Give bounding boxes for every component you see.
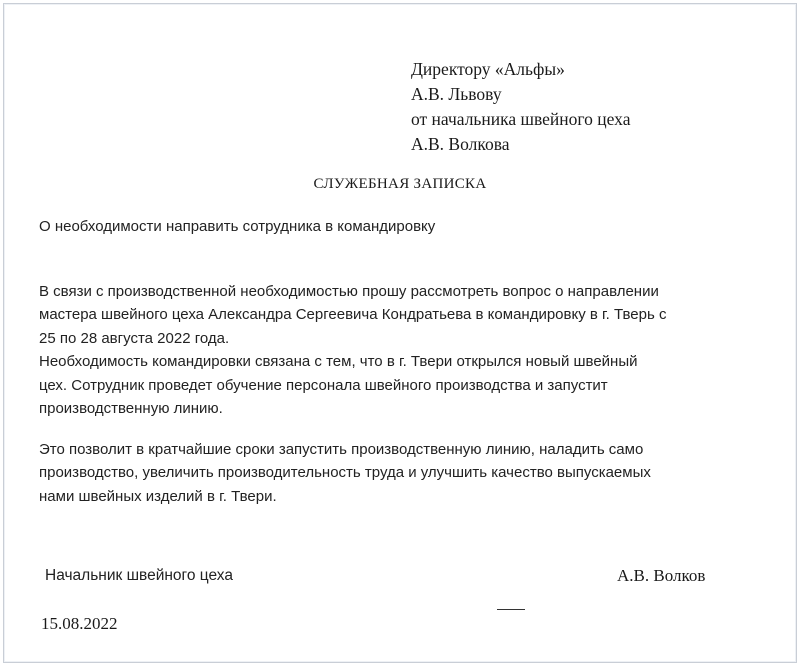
body-paragraph-2	[39, 438, 764, 508]
body-paragraph-1	[39, 280, 764, 420]
signatory-position: Начальник швейного цеха	[45, 567, 233, 584]
signature-line	[497, 609, 525, 610]
memo-date: 15.08.2022	[41, 614, 118, 633]
addressee-line: А.В. Волкова	[411, 134, 510, 154]
body-line: 25 по 28 августа 2022 года.	[39, 329, 230, 347]
addressee-block	[411, 57, 630, 157]
body-line: Необходимость командировки связана с тем, что в г. Твери открылся новый швейный	[39, 353, 638, 371]
body-line: нами швейных изделий в г. Твери.	[39, 487, 277, 505]
body-line: цех. Сотрудник проведет обучение персонала швейного производства и запустит	[39, 376, 608, 394]
body-line: производство, увеличить производительность труда и улучшить качество выпускаемых	[39, 464, 651, 482]
body-line: мастера швейного цеха Александра Сергеевича Кондратьева в командировку в г. Тверь с	[39, 306, 667, 324]
memo-subject: О необходимости направить сотрудника в командировку	[39, 218, 436, 235]
body-line: Это позволит в кратчайшие сроки запустить производственную линию, наладить само	[39, 441, 644, 458]
signatory-name: А.В. Волков	[617, 566, 706, 585]
addressee-line: А.В. Львову	[411, 84, 502, 104]
addressee-line: Директору «Альфы»	[411, 59, 565, 79]
body-line: В связи с производственной необходимостью прошу рассмотреть вопрос о направлении	[39, 283, 659, 300]
body-line: производственную линию.	[39, 400, 223, 418]
addressee-line: от начальника швейного цеха	[411, 109, 631, 129]
document-title: СЛУЖЕБНАЯ ЗАПИСКА	[313, 176, 487, 192]
